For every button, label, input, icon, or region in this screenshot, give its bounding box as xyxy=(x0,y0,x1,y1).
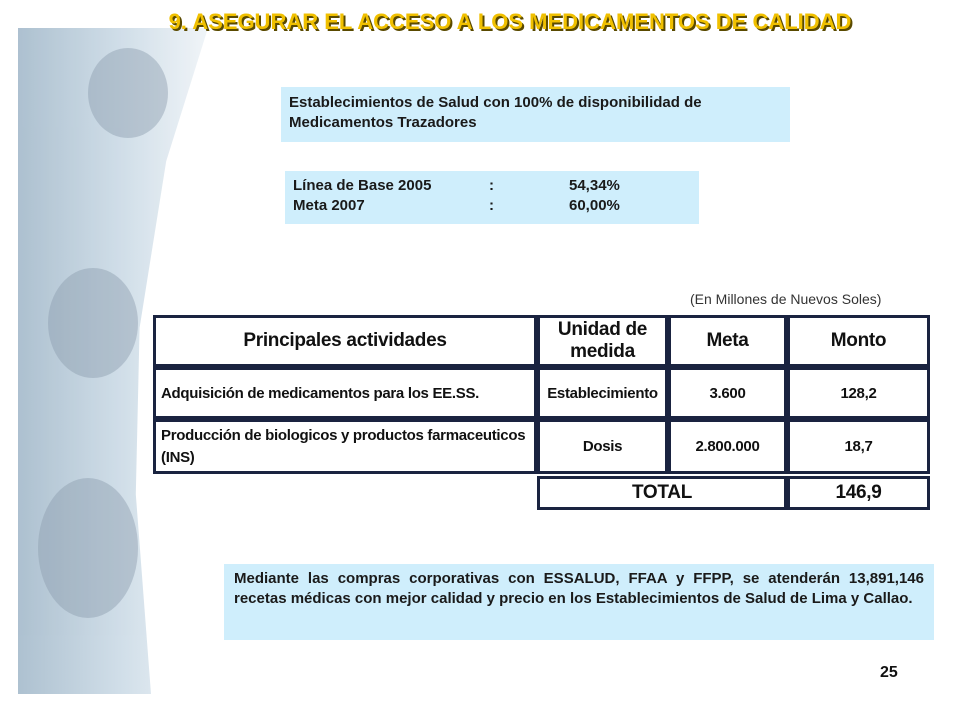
metric-row-baseline xyxy=(293,176,691,196)
row1-unit: Establecimiento xyxy=(537,367,668,419)
metric-separator: : xyxy=(489,177,494,194)
header-monto: Monto xyxy=(787,315,930,367)
summary-note: Mediante las compras corporativas con ESSALUD, FFAA y FFPP, se atenderán 13,891,146 recetas médicas con mejor calidad y precio en los Establecimientos de Salud de Lima y Callao. xyxy=(224,564,934,640)
total-label: TOTAL xyxy=(537,476,787,510)
total-value: 146,9 xyxy=(787,476,930,510)
row2-meta: 2.800.000 xyxy=(668,419,787,474)
header-meta: Meta xyxy=(668,315,787,367)
photo-figure-2 xyxy=(48,268,138,378)
metric-value: 60,00% xyxy=(569,197,620,214)
metric-label: Línea de Base 2005 xyxy=(293,177,432,194)
header-unit: Unidad de medida xyxy=(537,315,668,367)
header-activities: Principales actividades xyxy=(153,315,537,367)
photo-figure-1 xyxy=(88,48,168,138)
row2-monto: 18,7 xyxy=(787,419,930,474)
metric-label: Meta 2007 xyxy=(293,197,365,214)
row1-monto: 128,2 xyxy=(787,367,930,419)
row2-unit: Dosis xyxy=(537,419,668,474)
row1-activity: Adquisición de medicamentos para los EE.SS. xyxy=(153,367,537,419)
row2-activity: Producción de biologicos y productos farmaceuticos (INS) xyxy=(153,419,537,474)
metric-value: 54,34% xyxy=(569,177,620,194)
photo-figure-3 xyxy=(38,478,138,618)
indicator-description: Establecimientos de Salud con 100% de disponibilidad de Medicamentos Trazadores xyxy=(281,87,790,142)
metric-separator: : xyxy=(489,197,494,214)
row1-meta: 3.600 xyxy=(668,367,787,419)
metrics-box xyxy=(285,171,699,224)
slide-title: 9. ASEGURAR EL ACCESO A LOS MEDICAMENTOS DE CALIDAD xyxy=(168,9,852,34)
currency-unit-note: (En Millones de Nuevos Soles) xyxy=(690,291,882,307)
metric-row-target xyxy=(293,196,691,216)
page-number: 25 xyxy=(880,664,898,681)
